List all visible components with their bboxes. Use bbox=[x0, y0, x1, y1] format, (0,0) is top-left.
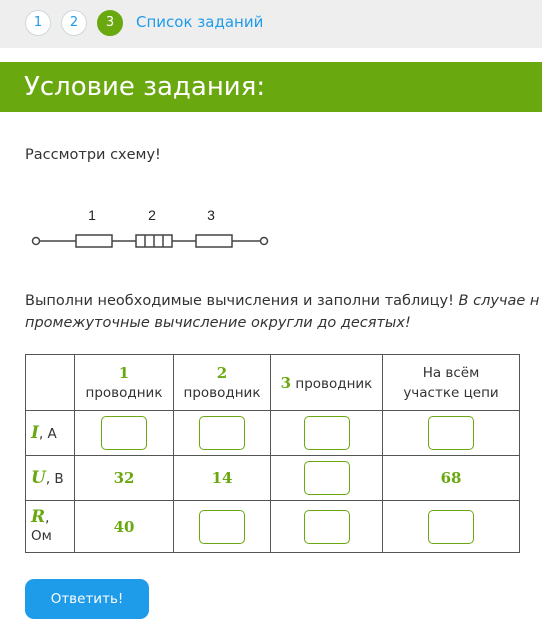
table-row-voltage bbox=[26, 456, 520, 501]
table-cell bbox=[271, 411, 383, 456]
var-symbol-i: I bbox=[31, 423, 39, 443]
table-row-current bbox=[26, 411, 520, 456]
resistor-2-label: 2 bbox=[148, 207, 156, 223]
instructions-line-2 bbox=[25, 312, 539, 334]
voltage-conductor-1-value bbox=[75, 456, 174, 501]
col-header-number: 3 bbox=[280, 373, 292, 392]
col-header-text: проводник bbox=[295, 375, 373, 392]
table-cell bbox=[383, 411, 520, 456]
instructions-italic-2: промежуточные вычисление округли до десятых! bbox=[25, 315, 411, 331]
cell-value: 68 bbox=[440, 469, 462, 487]
col-header-text: проводник bbox=[183, 384, 261, 401]
row-label-voltage bbox=[26, 456, 75, 501]
table-cell bbox=[75, 411, 174, 456]
col-header-whole-circuit bbox=[383, 355, 520, 411]
unit-label: , А bbox=[38, 426, 57, 442]
table-cell bbox=[271, 456, 383, 501]
col-header-conductor-3 bbox=[271, 355, 383, 411]
col-header-number: 1 bbox=[118, 363, 130, 382]
col-header-conductor-1 bbox=[75, 355, 174, 411]
left-terminal bbox=[33, 238, 40, 245]
resistor-1-label: 1 bbox=[88, 207, 96, 223]
current-total-input[interactable] bbox=[428, 416, 474, 450]
cell-value: 40 bbox=[113, 517, 135, 536]
cell-value: 32 bbox=[113, 469, 135, 487]
resistor-3 bbox=[196, 235, 232, 247]
col-header-line-1: На всём bbox=[422, 364, 480, 381]
instructions-main: Выполни необходимые вычисления и заполни таблицу! bbox=[25, 293, 454, 309]
voltage-conductor-3-input[interactable] bbox=[304, 461, 350, 495]
current-conductor-3-input[interactable] bbox=[304, 416, 350, 450]
instructions-italic-1: В случае н bbox=[458, 293, 540, 309]
row-label-current bbox=[26, 411, 75, 456]
col-header-line-2: участке цепи bbox=[403, 384, 499, 401]
answer-button[interactable]: Ответить! bbox=[25, 579, 149, 619]
step-1-button[interactable]: 1 bbox=[25, 10, 51, 36]
right-terminal bbox=[261, 238, 268, 245]
row-label-resistance bbox=[26, 501, 75, 553]
prompt-text: Рассмотри схему! bbox=[25, 147, 161, 163]
answer-table bbox=[25, 354, 520, 553]
col-header-number: 2 bbox=[216, 363, 228, 382]
resistor-1 bbox=[76, 235, 112, 247]
resistance-conductor-2-input[interactable] bbox=[199, 510, 245, 544]
unit-label: Ом bbox=[31, 528, 52, 544]
col-header-text: проводник bbox=[85, 384, 163, 401]
unit-label: , В bbox=[45, 471, 64, 487]
top-nav-bar bbox=[0, 0, 542, 48]
unit-label: , bbox=[45, 510, 50, 526]
page-title: Условие задания: bbox=[24, 72, 266, 102]
table-cell bbox=[174, 501, 271, 553]
table-cell bbox=[174, 411, 271, 456]
table-cell bbox=[271, 501, 383, 553]
table-header-row bbox=[26, 355, 520, 411]
resistor-3-label: 3 bbox=[207, 207, 215, 223]
step-3-button[interactable]: 3 bbox=[97, 10, 123, 36]
table-cell bbox=[383, 501, 520, 553]
voltage-conductor-2-value bbox=[174, 456, 271, 501]
step-2-button[interactable]: 2 bbox=[61, 10, 87, 36]
var-symbol-u: U bbox=[31, 468, 46, 488]
instructions bbox=[25, 290, 539, 334]
current-conductor-2-input[interactable] bbox=[199, 416, 245, 450]
voltage-total-value bbox=[383, 456, 520, 501]
circuit-diagram bbox=[0, 200, 300, 260]
resistance-conductor-3-input[interactable] bbox=[304, 510, 350, 544]
col-header-conductor-2 bbox=[174, 355, 271, 411]
table-row-resistance bbox=[26, 501, 520, 553]
resistance-conductor-1-value bbox=[75, 501, 174, 553]
resistance-total-input[interactable] bbox=[428, 510, 474, 544]
cell-value: 14 bbox=[211, 469, 233, 487]
task-list-link[interactable]: Список заданий bbox=[136, 13, 264, 31]
task-header-band bbox=[0, 62, 542, 112]
var-symbol-r: R bbox=[31, 507, 46, 527]
current-conductor-1-input[interactable] bbox=[101, 416, 147, 450]
table-corner-cell bbox=[26, 355, 75, 411]
instructions-line-1 bbox=[25, 290, 539, 312]
